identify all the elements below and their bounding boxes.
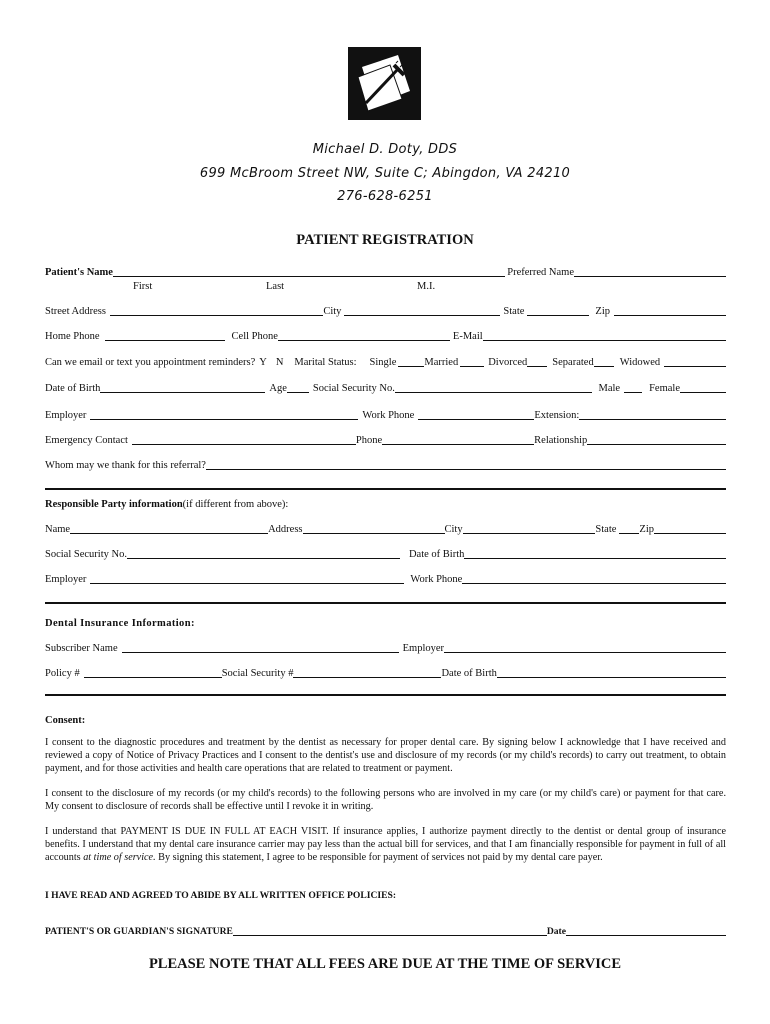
married-blank[interactable]	[460, 365, 484, 367]
insurance-ssn-label: Social Security #	[221, 668, 294, 679]
subscriber-name-field[interactable]	[122, 651, 399, 653]
work-phone-label: Work Phone	[362, 410, 415, 421]
dob-label: Date of Birth	[45, 383, 101, 394]
divorced-option[interactable]: Divorced	[488, 357, 528, 368]
ssn-field[interactable]	[395, 391, 592, 393]
widowed-option[interactable]: Widowed	[619, 357, 661, 368]
patient-name-row	[45, 265, 726, 279]
fees-notice: PLEASE NOTE THAT ALL FEES ARE DUE AT THE TIME OF SERVICE	[148, 956, 622, 972]
reminder-marital-row	[45, 355, 726, 369]
responsible-name-label: Name	[45, 524, 71, 535]
signature-row	[45, 924, 726, 938]
subscriber-row	[45, 641, 726, 655]
state-label: State	[503, 306, 525, 317]
home-phone-field[interactable]	[105, 339, 225, 341]
zip-label: Zip	[595, 306, 610, 317]
emergency-phone-field[interactable]	[382, 443, 534, 445]
reminders-label: Can we email or text you appointment reminders?	[45, 357, 256, 368]
emergency-phone-label: Phone	[355, 435, 383, 446]
responsible-employer-label: Employer	[45, 574, 87, 585]
marital-status-label: Marital Status:	[294, 357, 357, 368]
responsible-heading: Responsible Party information	[45, 499, 183, 510]
insurance-ssn-field[interactable]	[293, 676, 441, 678]
insurance-dob-label: Date of Birth	[441, 668, 497, 679]
responsible-heading-note: (if different from above):	[182, 499, 289, 510]
consent-paragraph-3-em: at time of service.	[83, 852, 156, 863]
email-label: E-Mail	[452, 331, 483, 342]
responsible-city-label: City	[444, 524, 463, 535]
relationship-field[interactable]	[587, 443, 726, 445]
responsible-state-label: State	[595, 524, 617, 535]
separated-option[interactable]: Separated	[552, 357, 594, 368]
consent-paragraph-1: I consent to the diagnostic procedures and treatment by the dentist as necessary for proper dental care. By signing below I acknowledge that I have received and reviewed a copy of Notice of Privacy Practices and I consent to the dentist's use and disclosure of my records (or my child's records) to carry out treatment, to obtain payment, and for those activities and health care operations that are related to treatment or payment.	[45, 737, 726, 774]
section-divider	[45, 488, 726, 490]
emergency-contact-label: Emergency Contact	[45, 435, 128, 446]
single-option[interactable]: Single	[369, 357, 397, 368]
state-field[interactable]	[527, 314, 589, 316]
responsible-heading-row	[45, 497, 726, 511]
responsible-dob-label: Date of Birth	[408, 549, 465, 560]
single-blank[interactable]	[398, 365, 424, 367]
employer-label: Employer	[45, 410, 87, 421]
city-label: City	[323, 306, 342, 317]
form-title: PATIENT REGISTRATION	[296, 232, 474, 248]
policy-row	[45, 666, 726, 680]
female-blank[interactable]	[680, 391, 726, 393]
reminder-yes-option[interactable]: Y	[259, 357, 267, 368]
agree-statement: I HAVE READ AND AGREED TO ABIDE BY ALL WRITTEN OFFICE POLICIES:	[45, 890, 397, 901]
consent-paragraph-3	[45, 825, 726, 864]
extension-label: Extension:	[534, 410, 580, 421]
signature-label: PATIENT'S OR GUARDIAN'S SIGNATURE	[45, 926, 233, 937]
extension-field[interactable]	[579, 418, 726, 420]
male-blank[interactable]	[624, 391, 642, 393]
zip-field[interactable]	[614, 314, 726, 316]
insurance-dob-field[interactable]	[497, 676, 726, 678]
female-option[interactable]: Female	[649, 383, 680, 394]
cell-phone-label: Cell Phone	[231, 331, 278, 342]
signature-date-field[interactable]	[566, 934, 726, 936]
responsible-employer-row	[45, 572, 726, 586]
policy-field[interactable]	[84, 676, 222, 678]
last-name-caption: Last	[266, 281, 285, 292]
dob-field[interactable]	[100, 391, 265, 393]
emergency-contact-field[interactable]	[132, 443, 356, 445]
street-address-label: Street Address	[45, 306, 106, 317]
signature-date-label: Date	[546, 926, 566, 937]
responsible-work-phone-field[interactable]	[462, 582, 726, 584]
responsible-ssn-row	[45, 547, 726, 561]
subscriber-name-label: Subscriber Name	[45, 643, 118, 654]
insurance-heading-row	[45, 616, 726, 630]
age-label: Age	[269, 383, 287, 394]
practice-phone: 276-628-6251	[337, 189, 433, 204]
consent-heading-row	[45, 713, 726, 727]
emergency-row	[45, 433, 726, 447]
email-field[interactable]	[483, 339, 726, 341]
section-divider	[45, 694, 726, 696]
separated-blank[interactable]	[594, 365, 614, 367]
practice-logo	[348, 47, 421, 120]
employer-field[interactable]	[90, 418, 358, 420]
insurance-employer-label: Employer	[402, 643, 445, 654]
cell-phone-field[interactable]	[278, 339, 450, 341]
first-name-caption: First	[133, 281, 153, 292]
responsible-address-field[interactable]	[303, 532, 445, 534]
reminder-no-option[interactable]: N	[275, 357, 284, 368]
mi-caption: M.I.	[417, 281, 436, 292]
responsible-state-field[interactable]	[619, 532, 639, 534]
street-address-field[interactable]	[110, 314, 323, 316]
married-option[interactable]: Married	[424, 357, 459, 368]
consent-paragraph-3-a: I understand that PAYMENT IS DUE IN FULL AT EACH VISIT. If insurance applies, I authorize payment directly to the dentist or dental group of insurance benefits. I understand that my dental care insurance carrier may pay less than the actual bill for services, and that I am financially responsible for payment in full of all accounts	[45, 826, 726, 863]
consent-heading: Consent:	[45, 715, 86, 726]
signature-field[interactable]	[233, 934, 547, 936]
divorced-blank[interactable]	[527, 365, 547, 367]
home-phone-label: Home Phone	[45, 331, 100, 342]
responsible-employer-field[interactable]	[90, 582, 404, 584]
agree-row	[45, 888, 726, 902]
patient-name-field[interactable]	[113, 275, 505, 277]
work-phone-field[interactable]	[418, 418, 534, 420]
male-option[interactable]: Male	[598, 383, 621, 394]
consent-paragraph-2: I consent to the disclosure of my records (or my child's records) to the following persons who are involved in my care (or my child's care) or payment for that care. My consent to disclosure of records shall be effective until I revoke it in writing.	[45, 788, 726, 812]
responsible-city-field[interactable]	[463, 532, 596, 534]
responsible-ssn-field[interactable]	[127, 557, 400, 559]
age-field[interactable]	[287, 391, 309, 393]
dob-row	[45, 381, 726, 395]
responsible-work-phone-label: Work Phone	[410, 574, 463, 585]
preferred-name-field[interactable]	[574, 275, 726, 277]
employer-row	[45, 408, 726, 422]
section-divider	[45, 602, 726, 604]
responsible-dob-field[interactable]	[464, 557, 726, 559]
ssn-label: Social Security No.	[312, 383, 395, 394]
responsible-ssn-label: Social Security No.	[45, 549, 127, 560]
referral-row	[45, 458, 726, 472]
patient-name-label: Patient's Name	[45, 267, 113, 278]
responsible-name-row	[45, 522, 726, 536]
consent-paragraph-3-b: By signing this statement, I agree to be responsible for payment of services not paid by my dental care payer.	[155, 852, 603, 863]
practice-address: 699 McBroom Street NW, Suite C; Abingdon, VA 24210	[199, 166, 571, 181]
responsible-zip-label: Zip	[639, 524, 654, 535]
responsible-address-label: Address	[268, 524, 303, 535]
widowed-blank[interactable]	[664, 365, 726, 367]
policy-label: Policy #	[45, 668, 80, 679]
preferred-name-label: Preferred Name	[507, 267, 574, 278]
referral-label: Whom may we thank for this referral?	[45, 460, 206, 471]
address-row	[45, 304, 726, 318]
phone-row	[45, 329, 726, 343]
city-field[interactable]	[344, 314, 500, 316]
responsible-name-field[interactable]	[70, 532, 268, 534]
relationship-label: Relationship	[534, 435, 588, 446]
practice-name: Michael D. Doty, DDS	[312, 142, 458, 157]
insurance-heading: Dental Insurance Information:	[45, 618, 195, 629]
referral-field[interactable]	[206, 468, 726, 470]
responsible-zip-field[interactable]	[654, 532, 726, 534]
insurance-employer-field[interactable]	[444, 651, 726, 653]
